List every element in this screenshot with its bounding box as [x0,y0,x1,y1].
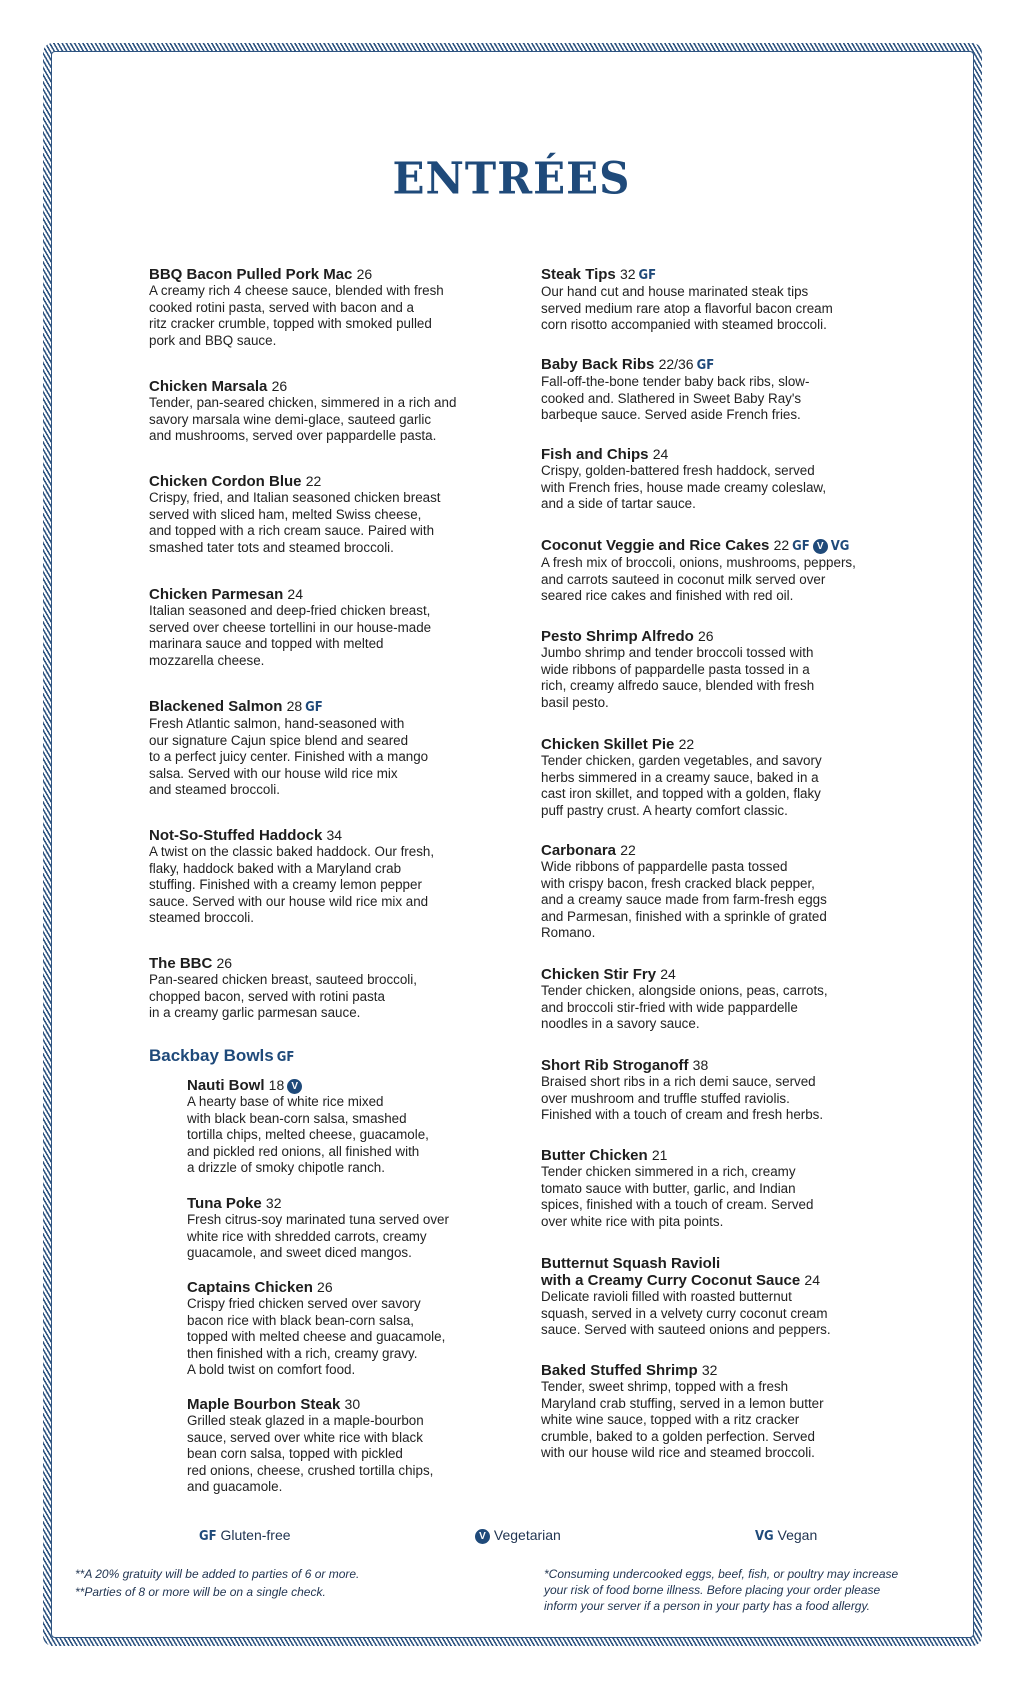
menu-item-description: Crispy, golden-battered fresh haddock, served with French fries, house made creamy coleslaw, and a side of tartar sauce. [541,463,827,512]
legend-label: Vegetarian [493,1527,561,1543]
menu-item-header [541,1362,921,1379]
menu-item-price: 32 [619,266,636,282]
menu-item-price: 22/36 [658,356,694,372]
gluten-free-badge: GF [638,268,657,283]
menu-item [541,628,921,711]
menu-item-price: 38 [692,1057,709,1073]
menu-item-header [149,586,529,603]
menu-item-header [541,1057,921,1074]
menu-item-name: Nauti Bowl [187,1077,265,1094]
menu-item-name: Chicken Cordon Blue [149,473,302,490]
menu-item-description: Grilled steak glazed in a maple-bourbon sauce, served over white rice with black bean corn salsa, topped with pickled red onions, cheese, crushed tortilla chips, and guacamole. [187,1413,434,1495]
menu-item-price: 28 [286,698,303,714]
menu-item-header [541,736,921,753]
menu-item-header [541,842,921,859]
menu-item-header [149,827,529,844]
menu-item-header [187,1279,567,1296]
menu-item-price: 22 [773,537,790,553]
menu-item-name: Tuna Poke [187,1195,262,1212]
section-heading-label: Backbay Bowls [149,1046,274,1065]
vegetarian-icon: V [287,1079,302,1094]
menu-item-price: 32 [701,1362,718,1378]
menu-item [541,537,921,605]
menu-item-header [541,628,921,645]
menu-item-price: 26 [697,628,714,644]
menu-item-description: Tender, sweet shrimp, topped with a fresh Maryland crab stuffing, served in a lemon butter white wine sauce, topped with a ritz cracker crumble, baked to a golden perfection. Served with our house wild rice and steamed broccoli. [541,1379,824,1461]
menu-item-price: 34 [326,827,343,843]
menu-item-description: Pan-seared chicken breast, sauteed broccoli, chopped bacon, served with rotini pasta in a creamy garlic parmesan sauce. [149,972,417,1021]
menu-item-header [149,378,529,395]
menu-item-header [187,1195,567,1212]
gratuity-note: **A 20% gratuity will be added to parties of 6 or more. [75,1567,360,1581]
menu-item [149,827,529,927]
legend-vegetarian [472,1527,561,1544]
gluten-free-badge: GF [199,1529,217,1544]
menu-item-description: Tender chicken simmered in a rich, creamy tomato sauce with butter, garlic, and Indian spices, finished with a touch of cream. Served over white rice with pita points. [541,1164,814,1229]
menu-item-name: Captains Chicken [187,1279,313,1296]
legend-vegan [752,1527,817,1544]
menu-item-description: Our hand cut and house marinated steak tips served medium rare atop a flavorful bacon cream corn risotto accompanied with steamed broccoli. [541,284,833,333]
menu-item [149,266,529,349]
menu-item [149,378,529,445]
menu-item [149,698,529,799]
menu-item-description: Crispy fried chicken served over savory bacon rice with black bean-corn salsa, topped with melted cheese and guacamole, then finished with a rich, creamy gravy. A bold twist on comfort food. [187,1296,446,1378]
menu-item [541,736,921,819]
menu-item-name: Chicken Stir Fry [541,966,657,983]
menu-item [149,955,529,1022]
menu-item-name: BBQ Bacon Pulled Pork Mac [149,266,353,283]
menu-item-description: Jumbo shrimp and tender broccoli tossed with wide ribbons of pappardelle pasta tossed in a rich, creamy alfredo sauce, blended with fresh basil pesto. [541,645,815,710]
menu-item [541,1057,921,1124]
menu-item [149,473,529,556]
menu-item [187,1077,567,1177]
menu-item-header [541,356,921,374]
menu-item [541,1255,921,1339]
menu-item [541,266,921,334]
menu-item-header [541,446,921,463]
section-heading-backbay-bowls [149,1046,294,1066]
menu-item-description: Italian seasoned and deep-fried chicken breast, served over cheese tortellini in our house-made marinara sauce and topped with melted mozzarella cheese. [149,603,432,668]
menu-item [187,1279,567,1379]
menu-item-description: Tender chicken, alongside onions, peas, carrots, and broccoli stir-fried with wide pappardelle noodles in a savory sauce. [541,983,828,1032]
menu-item-description: Delicate ravioli filled with roasted butternut squash, served in a velvety curry coconut cream sauce. Served with sauteed onions and peppers. [541,1289,831,1338]
gluten-free-badge: GF [792,539,810,554]
menu-item-name: Fish and Chips [541,446,649,463]
menu-item [541,966,921,1033]
vegetarian-icon: V [813,539,828,554]
menu-item-header [149,266,529,283]
menu-item [187,1396,567,1496]
menu-item-header [187,1396,567,1413]
page-title: ENTRÉES [392,152,631,205]
menu-item-description: A twist on the classic baked haddock. Our fresh, flaky, haddock baked with a Maryland crab stuffing. Finished with a creamy lemon pepper sauce. Served with our house wild rice mix and steamed broccoli. [149,844,435,926]
menu-item-price: 26 [317,1279,333,1295]
menu-item-price: 22 [678,736,695,752]
menu-item-header [149,955,529,972]
menu-item-name: Chicken Marsala [149,378,268,395]
menu-item-name: Pesto Shrimp Alfredo [541,628,694,645]
menu-item-name: The BBC [149,955,213,972]
single-check-note: **Parties of 8 or more will be on a single check. [75,1585,326,1599]
consumer-warning-note: *Consuming undercooked eggs, beef, fish, or poultry may increase your risk of food borne illness. Before placing your order please inform your server if a person in your party has a food allergy. [544,1567,899,1613]
menu-item-price: 24 [287,586,303,602]
menu-item-header [187,1077,567,1094]
menu-item-price: 30 [344,1396,361,1412]
menu-item-name: Carbonara [541,842,617,859]
menu-item-name: Not-So-Stuffed Haddock [149,827,323,844]
menu-item-name: Baby Back Ribs [541,356,655,373]
gluten-free-badge: GF [305,700,323,715]
menu-item-price: 24 [652,446,669,462]
legend-label: Gluten-free [220,1527,291,1543]
menu-item-name: Coconut Veggie and Rice Cakes [541,537,770,554]
menu-item-description: Fresh Atlantic salmon, hand-seasoned with our signature Cajun spice blend and seared to a perfect juicy center. Finished with a mango salsa. Served with our house wild rice mix and steamed broccoli. [149,716,429,798]
menu-item-price: 22 [305,473,322,489]
menu-item-header [541,1255,921,1289]
menu-item-description: Wide ribbons of pappardelle pasta tossed with crispy bacon, fresh cracked black pepper, and a creamy sauce made from farm-fresh eggs and Parmesan, finished with a sprinkle of grated Romano. [541,859,827,941]
menu-item-name: Butter Chicken [541,1147,648,1164]
menu-item-header [149,698,529,716]
menu-item-description: Fall-off-the-bone tender baby back ribs, slow- cooked and. Slathered in Sweet Baby Ray's barbeque sauce. Served aside French fries. [541,374,810,423]
legend-label: Vegan [777,1527,818,1543]
menu-item [541,1147,921,1230]
menu-item-name: Baked Stuffed Shrimp [541,1362,698,1379]
menu-item-price: 22 [620,842,636,858]
menu-item [541,356,921,424]
menu-item-header [149,473,529,490]
menu-item-name: Blackened Salmon [149,698,283,715]
menu-item-name: Maple Bourbon Steak [187,1396,341,1413]
menu-item-name: Chicken Skillet Pie [541,736,675,753]
menu-item-header [541,1147,921,1164]
menu-item [541,1362,921,1462]
menu-item-description: A fresh mix of broccoli, onions, mushrooms, peppers, and carrots sauteed in coconut milk served over seared rice cakes and finished with red oil. [541,555,856,604]
menu-item-name: Butternut Squash Ravioli with a Creamy Curry Coconut Sauce [541,1255,801,1289]
vegan-badge: VG [830,539,850,554]
menu-item-description: A creamy rich 4 cheese sauce, blended with fresh cooked rotini pasta, served with bacon and a ritz cracker crumble, topped with smoked pulled pork and BBQ sauce. [149,283,444,348]
menu-item-price: 26 [356,266,373,282]
menu-item-price: 26 [216,955,233,971]
menu-item [187,1195,567,1262]
gluten-free-badge: GF [696,358,715,373]
menu-item-description: Fresh citrus-soy marinated tuna served over white rice with shredded carrots, creamy guacamole, and sweet diced mangos. [187,1212,449,1261]
menu-item-description: A hearty base of white rice mixed with black bean-corn salsa, smashed tortilla chips, melted cheese, guacamole, and pickled red onions, all finished with a drizzle of smoky chipotle ranch. [187,1094,429,1176]
menu-item-header [541,266,921,284]
menu-item-price: 24 [660,966,676,982]
vegan-badge: VG [755,1529,774,1544]
menu-item-price: 32 [265,1195,282,1211]
menu-item-name: Short Rib Stroganoff [541,1057,689,1074]
menu-item-name: Steak Tips [541,266,616,283]
menu-item [541,446,921,513]
menu-item-description: Tender, pan-seared chicken, simmered in a rich and savory marsala wine demi-glace, sauteed garlic and mushrooms, served over pappardelle pasta. [149,395,457,444]
menu-item-price: 18 [268,1077,285,1093]
menu-item-description: Tender chicken, garden vegetables, and savory herbs simmered in a creamy sauce, baked in a cast iron skillet, and topped with a golden, flaky puff pastry crust. A hearty comfort classic. [541,753,822,818]
legend-gluten-free [196,1527,291,1544]
menu-item-price: 26 [271,378,288,394]
menu-item-price: 24 [804,1272,820,1288]
menu-item-description: Crispy, fried, and Italian seasoned chicken breast served with sliced ham, melted Swiss cheese, and topped with a rich cream sauce. Paired with smashed tater tots and steamed broccoli. [149,490,441,555]
menu-item [149,586,529,669]
menu-item-description: Braised short ribs in a rich demi sauce, served over mushroom and truffle stuffed raviolis. Finished with a touch of cream and fresh herbs. [541,1074,824,1123]
vegetarian-icon: V [475,1529,490,1544]
menu-item-header [541,966,921,983]
menu-item-header [541,537,921,555]
gluten-free-badge: GF [276,1050,295,1065]
menu-item [541,842,921,942]
menu-item-price: 21 [651,1147,668,1163]
menu-item-name: Chicken Parmesan [149,586,284,603]
